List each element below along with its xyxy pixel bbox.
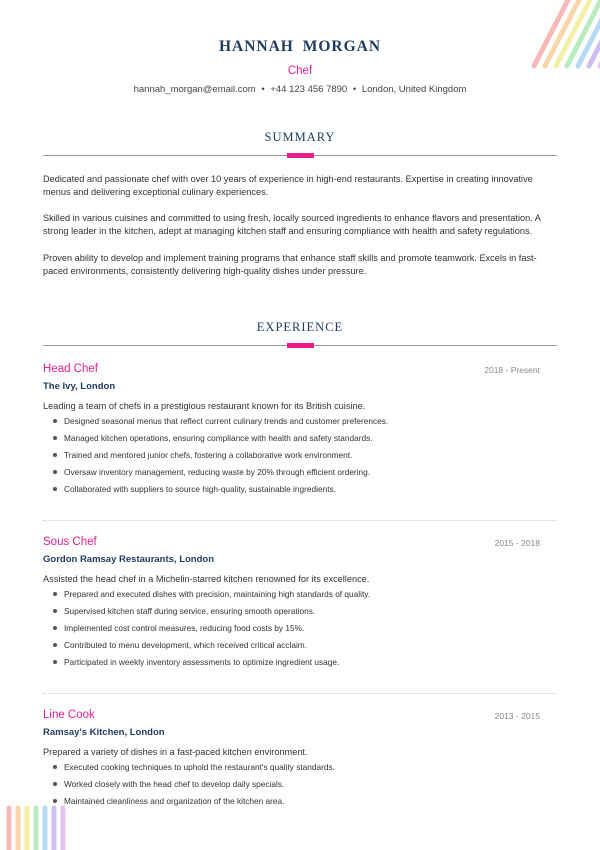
job-title: Line Cook — [43, 709, 95, 721]
job-description: Leading a team of chefs in a prestigious restaurant known for its British cuisine. — [43, 401, 366, 411]
job-bullet: Collaborated with suppliers to source high-quality, sustainable ingredients. — [43, 484, 388, 501]
job-bullets — [43, 589, 370, 674]
job-divider — [43, 520, 557, 521]
job-bullet: Oversaw inventory management, reducing waste by 20% through efficient ordering. — [43, 467, 388, 484]
summary-paragraph: Dedicated and passionate chef with over 10 years of experience in high-end restaurants. Expertise in creating innovative menus and delivering exceptional culinary experiences. — [43, 174, 533, 197]
job-bullet: Designed seasonal menus that reflect current culinary trends and customer preferences. — [43, 416, 388, 433]
job-bullet: Supervised kitchen staff during service, ensuring smooth operations. — [43, 606, 370, 623]
contact-separator: • — [261, 84, 265, 95]
job-divider — [43, 693, 557, 694]
job-description: Assisted the head chef in a Michelin-starred kitchen renowned for its excellence. — [43, 574, 370, 584]
job-dates: 2018 - Present — [484, 365, 540, 375]
contact-separator: • — [352, 84, 357, 95]
job-dates: 2015 - 2018 — [494, 538, 540, 548]
job-title: Head Chef — [43, 363, 98, 375]
job-bullets — [43, 416, 388, 501]
job-bullet: Prepared and executed dishes with precision, maintaining high standards of quality. — [43, 589, 370, 606]
job-bullet: Executed cooking techniques to uphold the restaurant's quality standards. — [43, 762, 335, 779]
job-company: Ramsay's Kitchen, London — [43, 727, 165, 738]
summary-paragraph: Skilled in various cuisines and committed to using fresh, locally sourced ingredients to enhance flavors and presentation. A strong leader in the kitchen, adept at managing kitchen staff and ensuring compliance with health and safety regulations. — [43, 213, 541, 236]
job-bullet: Trained and mentored junior chefs, fostering a collaborative work environment. — [43, 450, 388, 467]
job-bullets — [43, 762, 335, 813]
job-description: Prepared a variety of dishes in a fast-paced kitchen environment. — [43, 747, 308, 757]
summary-paragraph: Proven ability to develop and implement training programs that enhance staff skills and promote teamwork. Excels in fast-paced environments, consistently delivering high-quality dishes under pressure. — [43, 253, 537, 276]
summary-heading: SUMMARY — [264, 130, 336, 144]
job-bullet: Maintained cleanliness and organization of the kitchen area. — [43, 796, 335, 813]
candidate-title: Chef — [287, 65, 313, 77]
experience-rule-accent — [287, 343, 314, 348]
job-title: Sous Chef — [43, 536, 97, 548]
contact-phone[interactable]: +44 123 456 7890 — [270, 84, 348, 95]
contact-email[interactable]: hannah_morgan@email.com — [133, 84, 256, 95]
job-company: Gordon Ramsay Restaurants, London — [43, 554, 215, 565]
candidate-name: HANNAH MORGAN — [218, 38, 382, 55]
job-company: The Ivy, London — [43, 381, 116, 392]
contact-location: London, United Kingdom — [361, 84, 467, 95]
job-bullet: Implemented cost control measures, reducing food costs by 15%. — [43, 623, 370, 640]
summary-rule-accent — [287, 153, 314, 158]
job-bullet: Participated in weekly inventory assessments to optimize ingredient usage. — [43, 657, 370, 674]
job-bullet: Worked closely with the head chef to develop daily specials. — [43, 779, 335, 796]
experience-heading: EXPERIENCE — [256, 320, 344, 334]
resume-header — [0, 38, 600, 95]
job-dates: 2013 - 2015 — [494, 711, 540, 721]
job-bullet: Contributed to menu development, which received critical acclaim. — [43, 640, 370, 657]
job-bullet: Managed kitchen operations, ensuring compliance with health and safety standards. — [43, 433, 388, 450]
contact-line — [0, 84, 600, 95]
